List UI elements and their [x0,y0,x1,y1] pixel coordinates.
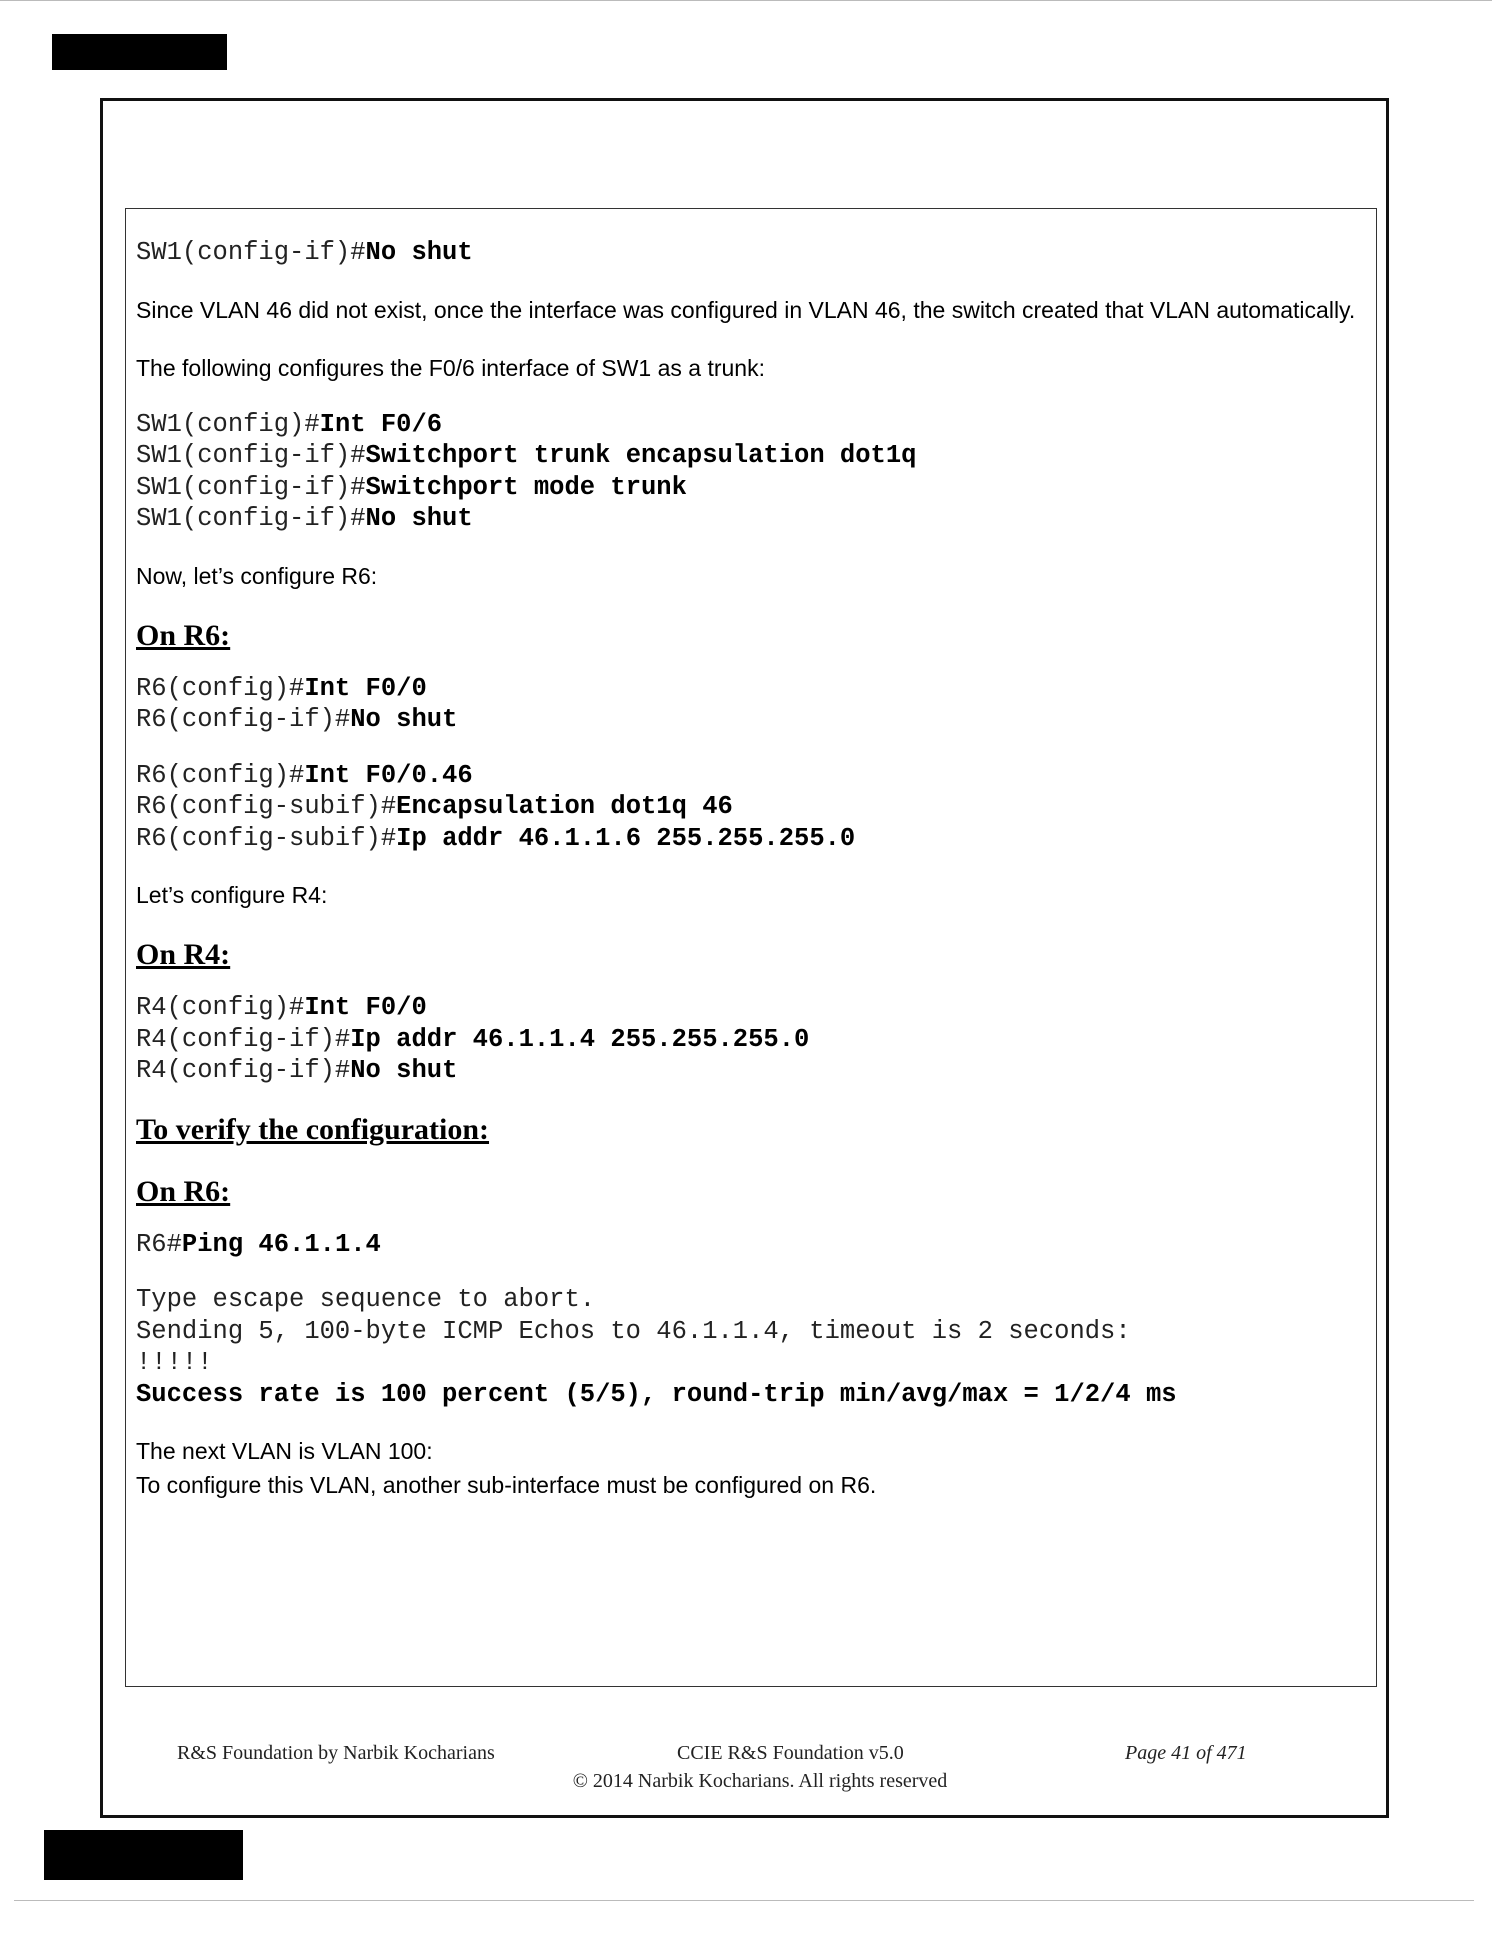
redaction-block-bottom [44,1830,243,1880]
code-line: SW1(config-if)#No shut [136,504,473,533]
heading-on-r6-verify: On R6: [136,1174,231,1208]
footer-page-number: Page 41 of 471 [1125,1742,1247,1764]
code-line: R4(config)#Int F0/0 [136,993,427,1022]
paragraph-configure-r6: Now, let’s configure R6: [136,562,378,589]
code-line: R6(config)#Int F0/0.46 [136,760,473,790]
page-footer [130,1736,1370,1800]
ping-output [136,1284,1366,1410]
heading-on-r4: On R4: [136,938,231,971]
code-line-ping: R6#Ping 46.1.1.4 [136,1229,381,1259]
content-box [125,208,1377,1687]
footer-author: R&S Foundation by Narbik Kocharians [177,1742,495,1764]
code-line: SW1(config-if)#No shut [136,238,473,267]
paragraph-vlan46: Since VLAN 46 did not exist, once the interface was configured in VLAN 46, the switch created that VLAN automatically. [136,296,1356,323]
output-line: Type escape sequence to abort. [136,1285,596,1314]
paragraph-subinterface: To configure this VLAN, another sub-interface must be configured on R6. [136,1472,877,1498]
scan-edge-top [0,0,1492,1]
code-block-r6-interface [136,673,1366,736]
footer-book-title: CCIE R&S Foundation v5.0 [677,1742,904,1764]
heading-on-r6: On R6: [136,618,231,652]
redaction-block-top [52,34,227,70]
code-block-sw1 [136,409,1366,535]
paragraph-next-vlan: The next VLAN is VLAN 100: [136,1438,433,1464]
code-line: R6(config)#Int F0/0 [136,673,427,703]
code-line: R6(config-subif)#Ip addr 46.1.1.6 255.255.255.0 [136,823,856,853]
heading-verify-configuration: To verify the configuration: [136,1112,490,1146]
footer-copyright: © 2014 Narbik Kocharians. All rights reserved [572,1770,948,1792]
code-line: SW1(config-if)#Switchport trunk encapsulation dot1q [136,441,917,470]
code-line: R4(config-if)#No shut [136,1056,458,1085]
code-line: R4(config-if)#Ip addr 46.1.1.4 255.255.255.0 [136,1024,810,1054]
paragraph-configure-r4: Let’s configure R4: [136,882,328,908]
code-line: R6(config-subif)#Encapsulation dot1q 46 [136,792,733,821]
output-line: Sending 5, 100-byte ICMP Echos to 46.1.1.4, timeout is 2 seconds: [136,1316,1131,1346]
scan-edge-bottom [14,1900,1474,1901]
code-line: SW1(config)#Int F0/6 [136,409,443,439]
code-line: R6(config-if)#No shut [136,705,458,734]
output-line-success: Success rate is 100 percent (5/5), round-trip min/avg/max = 1/2/4 ms [136,1379,1177,1409]
code-block-r6-subinterface [136,760,1366,855]
code-block-r4 [136,992,1366,1087]
output-line: !!!!! [136,1348,213,1377]
paragraph-trunk: The following configures the F0/6 interface of SW1 as a trunk: [136,354,765,381]
code-line: SW1(config-if)#Switchport mode trunk [136,472,687,502]
